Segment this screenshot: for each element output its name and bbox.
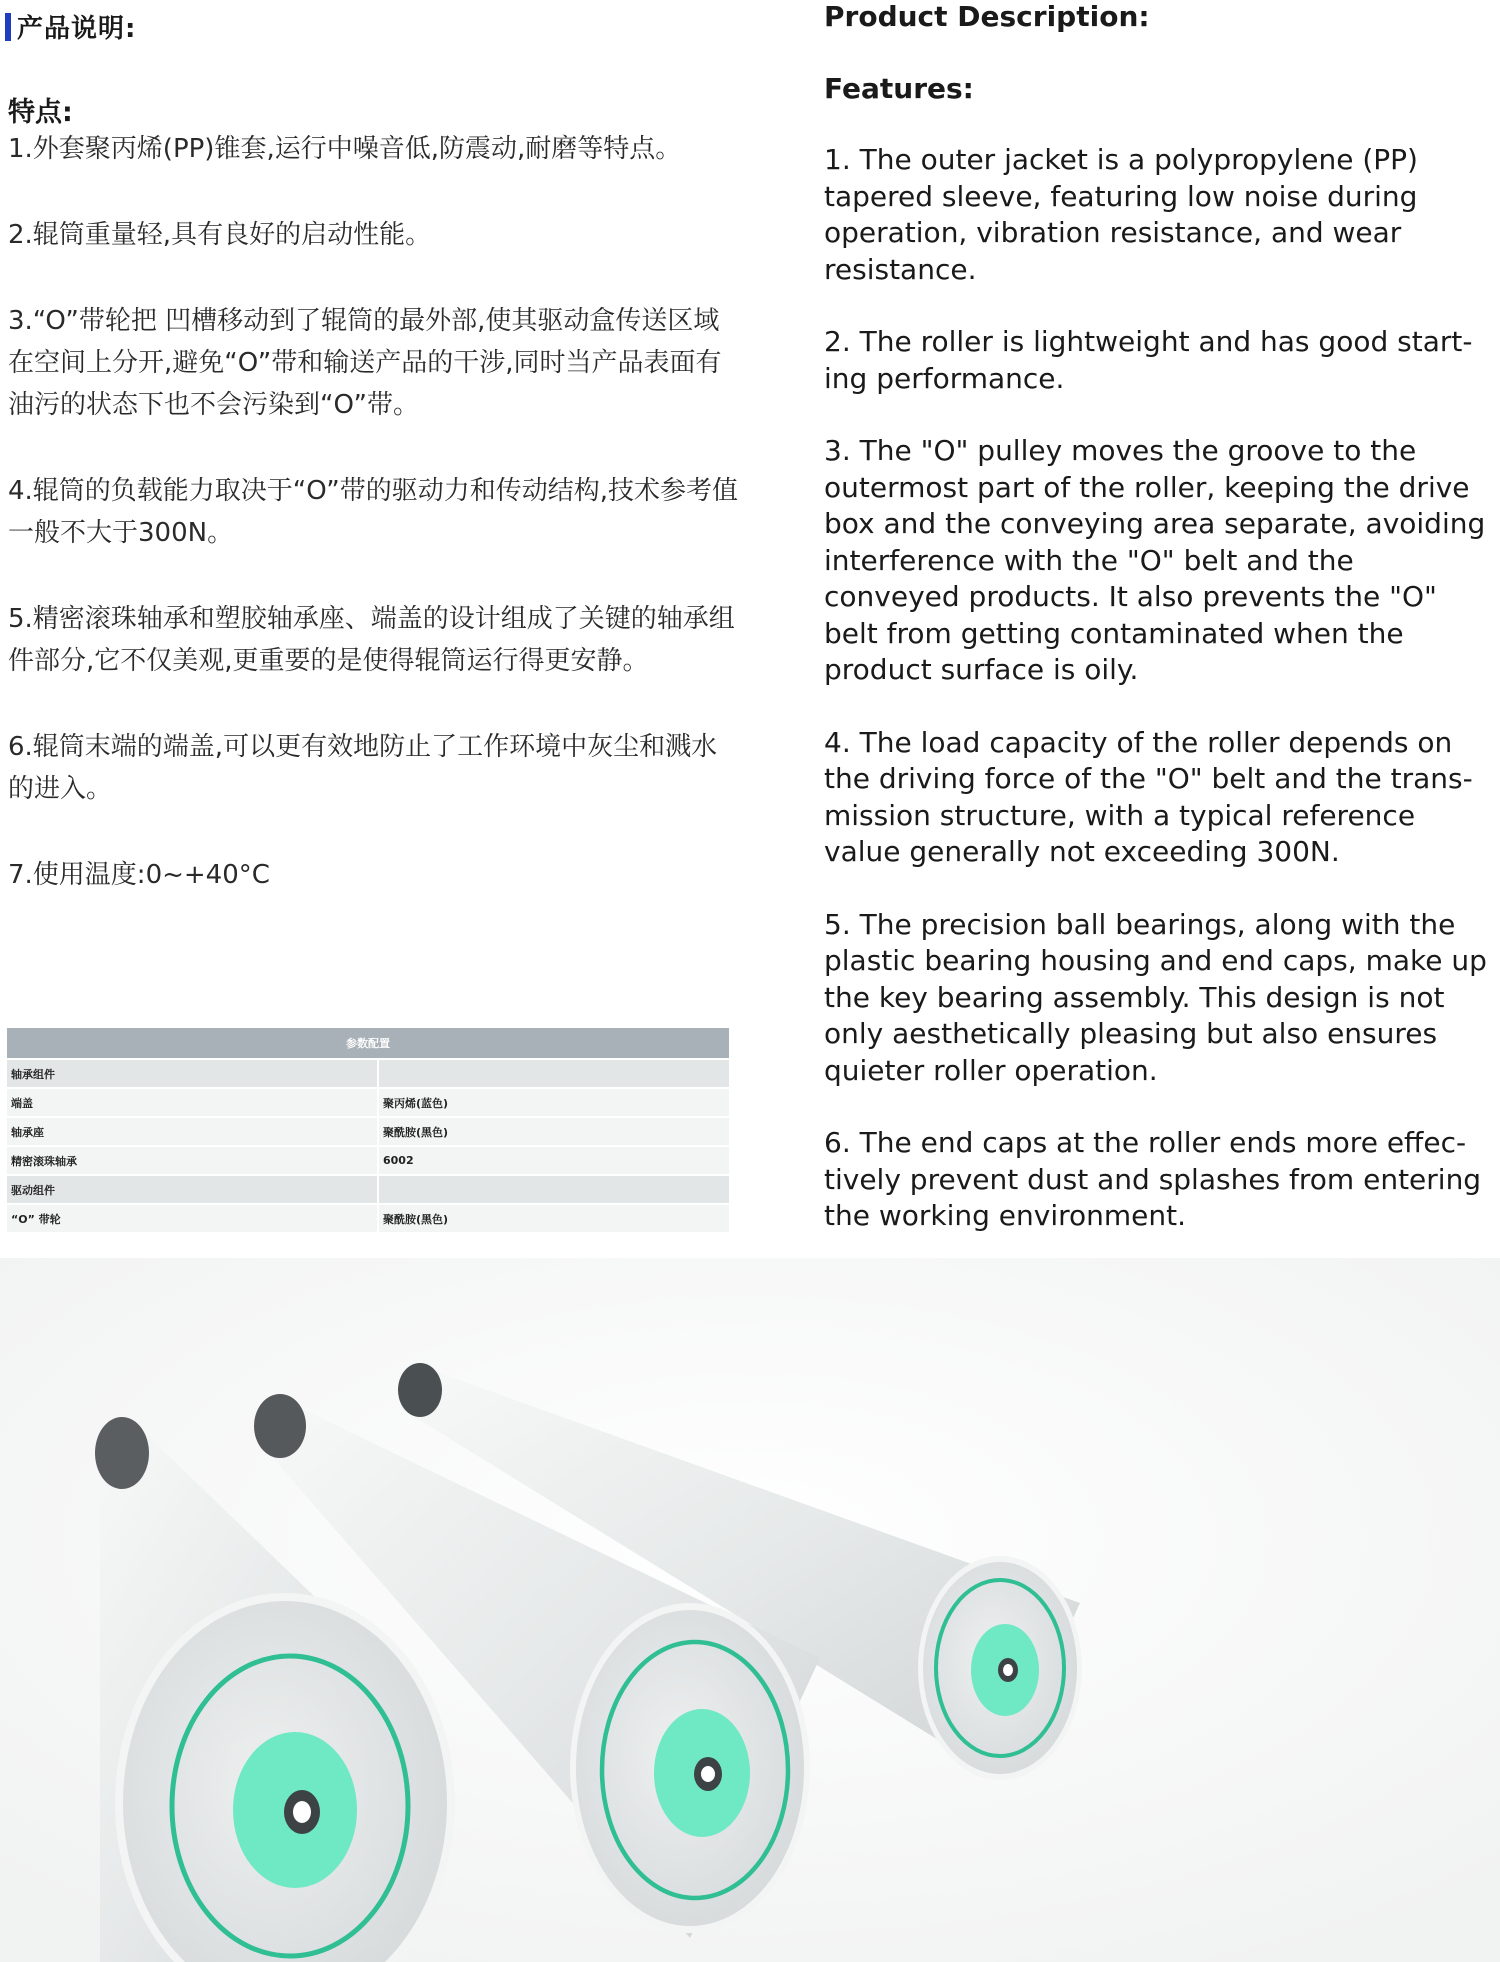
cn-title-block: [5, 8, 136, 45]
en-feature-list: [824, 142, 1496, 1343]
tapered-rollers-illustration: [0, 1258, 1500, 1962]
cn-feature-item-5: 5.精密滚珠轴承和塑胶轴承座、端盖的设计组成了关键的轴承组件部分,它不仅美观,更重要的是使得辊筒运行得更安静。: [8, 604, 735, 676]
table-cell: 聚酰胺(黑色): [378, 1117, 729, 1146]
parameter-table: [7, 1028, 729, 1232]
table-cell: 驱动组件: [7, 1175, 378, 1204]
table-cell: “O” 带轮: [7, 1204, 378, 1232]
table-cell: 聚丙烯(蓝色): [378, 1088, 729, 1117]
table-cell: [378, 1175, 729, 1204]
en-feature-item-3: 3. The "O" pulley moves the groove to the outermost part of the roller, keeping the drive box and the conveying area separate, avoiding interference with the "O" belt and the conveyed products. It also prevents the "O" belt from getting contaminated when the product surface is oily.: [824, 434, 1486, 686]
cn-features-label: 特点:: [8, 97, 73, 128]
en-feature-item-5: 5. The precision ball bearings, along with the plastic bearing housing and end caps, make up the key bearing assembly. This design is not only aesthetically pleasing but also ensures quieter roller operation.: [824, 907, 1487, 1087]
cn-feature-item-7: 7.使用温度:0~+40°C: [8, 860, 270, 890]
table-row: [7, 1088, 729, 1117]
cn-feature-item-6: 6.辊筒末端的端盖,可以更有效地防止了工作环境中灰尘和溅水的进入。: [8, 732, 718, 804]
title-accent-bar: [5, 13, 11, 41]
table-cell: [378, 1059, 729, 1088]
en-feature-item-2: 2. The roller is lightweight and has good start-ing performance.: [824, 325, 1473, 395]
table-cell: 轴承座: [7, 1117, 378, 1146]
cn-feature-item-1: 1.外套聚丙烯(PP)锥套,运行中噪音低,防震动,耐磨等特点。: [8, 134, 682, 164]
table-row: [7, 1117, 729, 1146]
cn-page-title: 产品说明:: [17, 14, 137, 44]
table-cell: 精密滚珠轴承: [7, 1146, 378, 1175]
en-features-label: Features:: [824, 72, 974, 105]
table-cell: 6002: [378, 1146, 729, 1175]
table-row: [7, 1204, 729, 1232]
en-feature-item-4: 4. The load capacity of the roller depends on the driving force of the "O" belt and the trans-mission structure, with a typical reference value generally not exceeding 300N.: [824, 725, 1473, 868]
table-row: [7, 1175, 729, 1204]
cn-feature-item-2: 2.辊筒重量轻,具有良好的启动性能。: [8, 220, 432, 250]
cn-feature-list: [8, 128, 743, 940]
table-cell: 聚酰胺(黑色): [378, 1204, 729, 1232]
en-feature-item-6: 6. The end caps at the roller ends more effec-tively prevent dust and splashes from entering the working environment.: [824, 1126, 1482, 1232]
parameter-table-header: 参数配置: [7, 1028, 729, 1059]
table-cell: 端盖: [7, 1088, 378, 1117]
cn-feature-item-3: 3.“O”带轮把 凹槽移动到了辊筒的最外部,使其驱动盒传送区域在空间上分开,避免“O”带和输送产品的干涉,同时当产品表面有油污的状态下也不会污染到“O”带。: [8, 306, 722, 420]
cn-feature-item-4: 4.辊筒的负载能力取决于“O”带的驱动力和传动结构,技术参考值一般不大于300N。: [8, 476, 739, 548]
en-page-title: Product Description:: [824, 0, 1150, 33]
table-cell: 轴承组件: [7, 1059, 378, 1088]
en-feature-item-1: 1. The outer jacket is a polypropylene (PP) tapered sleeve, featuring low noise during operation, vibration resistance, and wear resistance.: [824, 143, 1418, 286]
table-row: [7, 1059, 729, 1088]
table-row: [7, 1146, 729, 1175]
